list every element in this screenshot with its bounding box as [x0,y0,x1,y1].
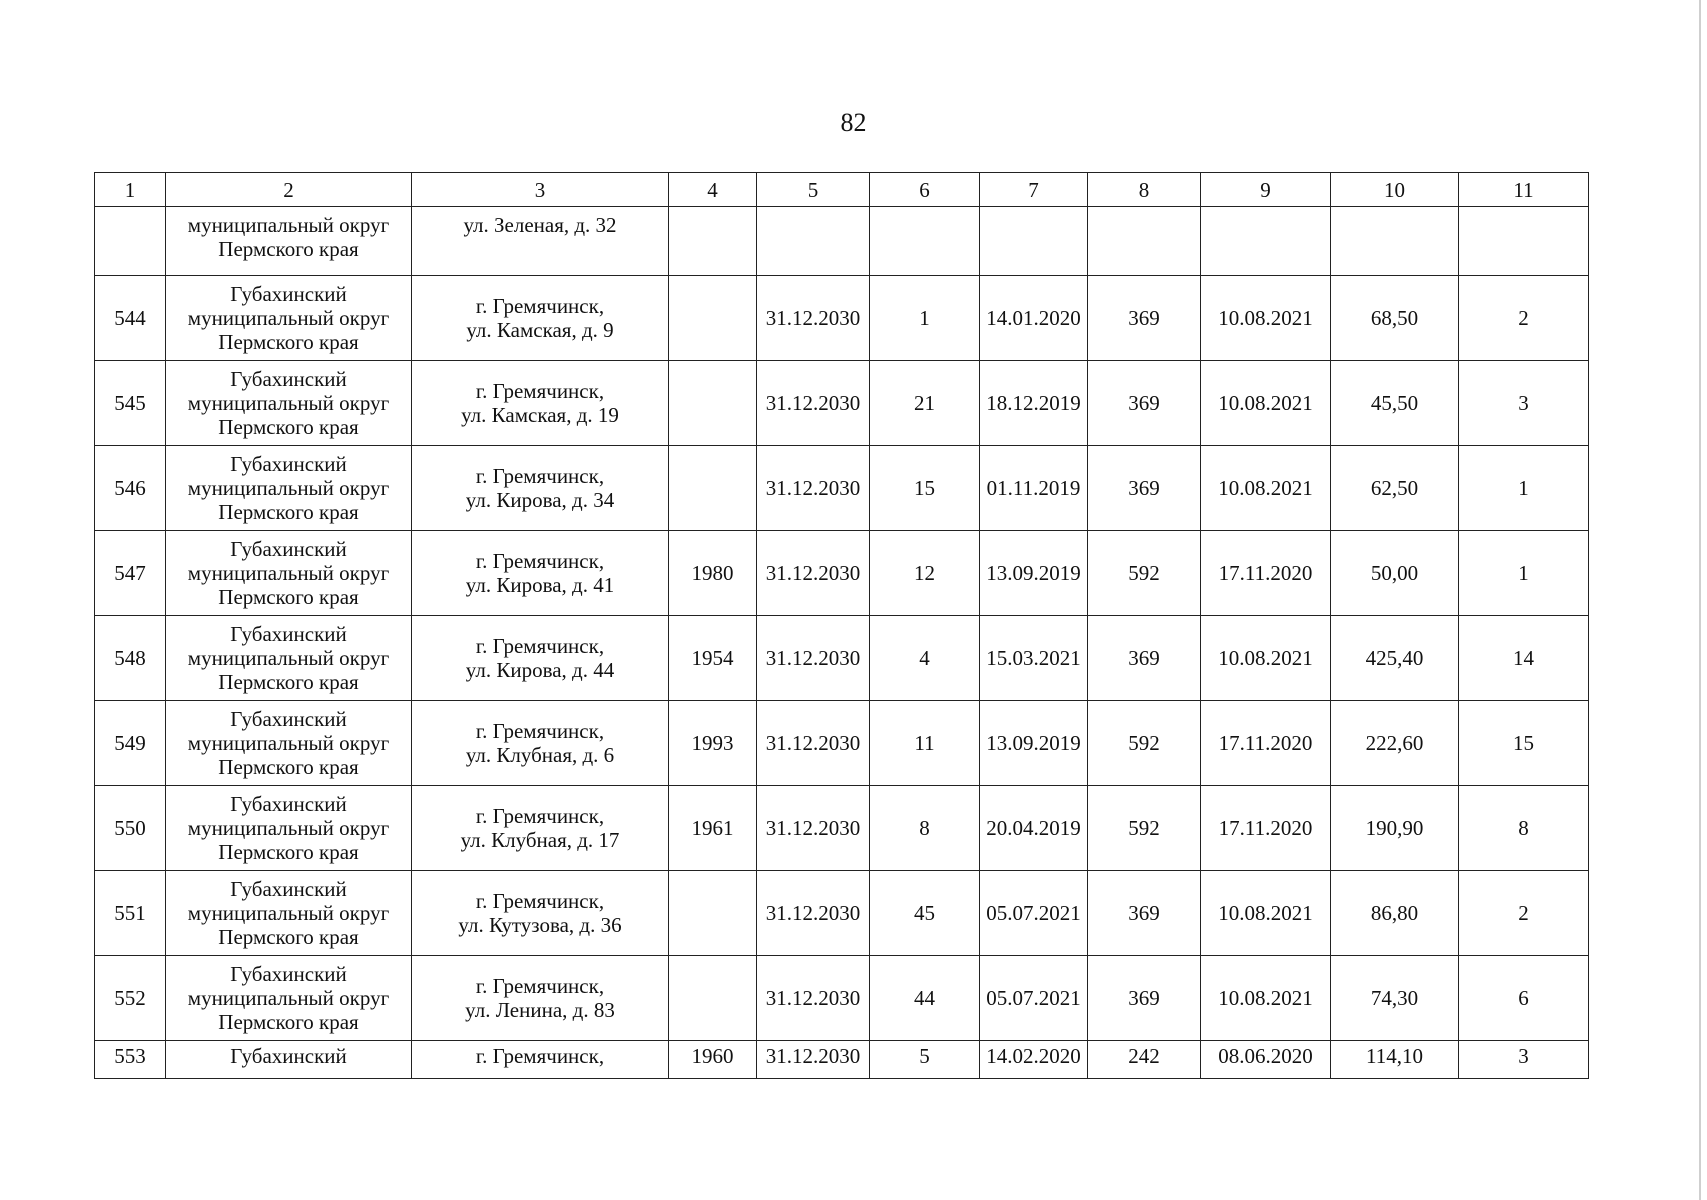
table-row [95,207,1589,276]
cell-build-year [669,871,757,956]
cell-area: 74,30 [1331,956,1459,1041]
cell-municipality: Губахинский муниципальный округ Пермского края [166,446,412,531]
cell-municipality: Губахинский муниципальный округ Пермского края [166,276,412,361]
cell-col-6-count [870,207,980,276]
cell-col-6-count: 45 [870,871,980,956]
cell-municipality: муниципальный округ Пермского края [166,207,412,276]
cell-decision-date: 10.08.2021 [1201,871,1331,956]
cell-inspection-date: 13.09.2019 [980,531,1088,616]
cell-col-6-count: 1 [870,276,980,361]
cell-decision-date [1201,207,1331,276]
cell-residents: 3 [1459,1041,1589,1079]
cell-decision-number: 592 [1088,701,1201,786]
cell-row-number: 546 [95,446,166,531]
cell-row-number: 1 [95,173,166,207]
cell-build-year: 1993 [669,701,757,786]
cell-address: г. Гремячинск, ул. Камская, д. 19 [412,361,669,446]
page-number: 82 [840,108,867,137]
cell-build-year [669,956,757,1041]
cell-planned-date: 31.12.2030 [757,276,870,361]
cell-decision-number: 592 [1088,786,1201,871]
cell-planned-date: 31.12.2030 [757,531,870,616]
cell-municipality: Губахинский муниципальный округ Пермского края [166,701,412,786]
cell-area: 222,60 [1331,701,1459,786]
cell-address: г. Гремячинск, ул. Кирова, д. 44 [412,616,669,701]
cell-residents: 14 [1459,616,1589,701]
cell-col-6-count: 12 [870,531,980,616]
cell-build-year: 1960 [669,1041,757,1079]
cell-inspection-date: 14.01.2020 [980,276,1088,361]
cell-inspection-date: 13.09.2019 [980,701,1088,786]
cell-residents [1459,207,1589,276]
cell-inspection-date: 05.07.2021 [980,871,1088,956]
page-edge-line [1699,0,1701,1200]
cell-area: 68,50 [1331,276,1459,361]
cell-inspection-date: 18.12.2019 [980,361,1088,446]
cell-area: 10 [1331,173,1459,207]
cell-residents: 3 [1459,361,1589,446]
cell-decision-number: 369 [1088,446,1201,531]
table-row [95,616,1589,701]
cell-col-6-count: 15 [870,446,980,531]
cell-row-number: 548 [95,616,166,701]
table-row [95,1041,1589,1079]
cell-build-year: 1954 [669,616,757,701]
cell-municipality: Губахинский муниципальный округ Пермского края [166,786,412,871]
cell-row-number: 544 [95,276,166,361]
table-body [95,173,1589,1079]
cell-col-6-count: 6 [870,173,980,207]
cell-planned-date: 31.12.2030 [757,446,870,531]
cell-col-6-count: 5 [870,1041,980,1079]
cell-area: 425,40 [1331,616,1459,701]
cell-planned-date: 31.12.2030 [757,616,870,701]
cell-planned-date: 31.12.2030 [757,361,870,446]
cell-decision-number: 369 [1088,276,1201,361]
cell-residents: 1 [1459,446,1589,531]
cell-area: 45,50 [1331,361,1459,446]
cell-address: г. Гремячинск, ул. Кирова, д. 41 [412,531,669,616]
cell-col-6-count: 21 [870,361,980,446]
table-row [95,446,1589,531]
cell-planned-date: 31.12.2030 [757,786,870,871]
cell-decision-date: 17.11.2020 [1201,531,1331,616]
cell-municipality: Губахинский [166,1041,412,1079]
cell-residents: 8 [1459,786,1589,871]
cell-build-year [669,361,757,446]
cell-row-number: 552 [95,956,166,1041]
cell-municipality: Губахинский муниципальный округ Пермского края [166,531,412,616]
cell-planned-date: 31.12.2030 [757,956,870,1041]
cell-address: 3 [412,173,669,207]
table-row [95,871,1589,956]
cell-address: г. Гремячинск, ул. Клубная, д. 6 [412,701,669,786]
cell-decision-date: 10.08.2021 [1201,361,1331,446]
cell-decision-date: 17.11.2020 [1201,701,1331,786]
table-row [95,701,1589,786]
cell-inspection-date [980,207,1088,276]
cell-address: г. Гремячинск, ул. Камская, д. 9 [412,276,669,361]
cell-decision-number: 369 [1088,616,1201,701]
cell-decision-number: 369 [1088,361,1201,446]
cell-decision-date: 10.08.2021 [1201,276,1331,361]
cell-row-number: 553 [95,1041,166,1079]
cell-decision-number: 8 [1088,173,1201,207]
cell-municipality: Губахинский муниципальный округ Пермского края [166,616,412,701]
cell-build-year [669,276,757,361]
table-row [95,361,1589,446]
cell-address: г. Гремячинск, ул. Клубная, д. 17 [412,786,669,871]
cell-address: г. Гремячинск, ул. Кирова, д. 34 [412,446,669,531]
table-row [95,786,1589,871]
cell-area: 114,10 [1331,1041,1459,1079]
cell-col-6-count: 11 [870,701,980,786]
cell-build-year: 1980 [669,531,757,616]
cell-decision-number [1088,207,1201,276]
table-header-row [95,173,1589,207]
cell-row-number [95,207,166,276]
cell-planned-date: 31.12.2030 [757,701,870,786]
cell-inspection-date: 7 [980,173,1088,207]
cell-residents: 11 [1459,173,1589,207]
cell-residents: 2 [1459,871,1589,956]
cell-col-6-count: 4 [870,616,980,701]
cell-build-year [669,446,757,531]
cell-inspection-date: 05.07.2021 [980,956,1088,1041]
cell-address: г. Гремячинск, [412,1041,669,1079]
cell-decision-number: 242 [1088,1041,1201,1079]
cell-area [1331,207,1459,276]
cell-inspection-date: 14.02.2020 [980,1041,1088,1079]
cell-decision-date: 10.08.2021 [1201,956,1331,1041]
housing-registry-table [94,172,1589,1079]
cell-residents: 1 [1459,531,1589,616]
cell-address: г. Гремячинск, ул. Кутузова, д. 36 [412,871,669,956]
cell-decision-date: 9 [1201,173,1331,207]
cell-decision-number: 369 [1088,871,1201,956]
cell-decision-number: 369 [1088,956,1201,1041]
cell-decision-date: 10.08.2021 [1201,616,1331,701]
cell-build-year: 1961 [669,786,757,871]
cell-residents: 15 [1459,701,1589,786]
cell-row-number: 549 [95,701,166,786]
cell-planned-date: 31.12.2030 [757,871,870,956]
cell-inspection-date: 20.04.2019 [980,786,1088,871]
cell-row-number: 551 [95,871,166,956]
cell-row-number: 550 [95,786,166,871]
cell-planned-date: 5 [757,173,870,207]
cell-municipality: Губахинский муниципальный округ Пермского края [166,361,412,446]
cell-build-year [669,207,757,276]
cell-residents: 2 [1459,276,1589,361]
cell-area: 62,50 [1331,446,1459,531]
cell-decision-date: 08.06.2020 [1201,1041,1331,1079]
cell-build-year: 4 [669,173,757,207]
cell-municipality: 2 [166,173,412,207]
cell-decision-number: 592 [1088,531,1201,616]
cell-col-6-count: 44 [870,956,980,1041]
cell-municipality: Губахинский муниципальный округ Пермского края [166,871,412,956]
table-row [95,956,1589,1041]
cell-planned-date [757,207,870,276]
cell-area: 86,80 [1331,871,1459,956]
cell-address: ул. Зеленая, д. 32 [412,207,669,276]
cell-municipality: Губахинский муниципальный округ Пермского края [166,956,412,1041]
table-row [95,531,1589,616]
cell-area: 190,90 [1331,786,1459,871]
cell-decision-date: 17.11.2020 [1201,786,1331,871]
cell-address: г. Гремячинск, ул. Ленина, д. 83 [412,956,669,1041]
cell-inspection-date: 01.11.2019 [980,446,1088,531]
cell-inspection-date: 15.03.2021 [980,616,1088,701]
cell-row-number: 547 [95,531,166,616]
cell-residents: 6 [1459,956,1589,1041]
cell-planned-date: 31.12.2030 [757,1041,870,1079]
cell-row-number: 545 [95,361,166,446]
cell-decision-date: 10.08.2021 [1201,446,1331,531]
cell-area: 50,00 [1331,531,1459,616]
table-row [95,276,1589,361]
cell-col-6-count: 8 [870,786,980,871]
